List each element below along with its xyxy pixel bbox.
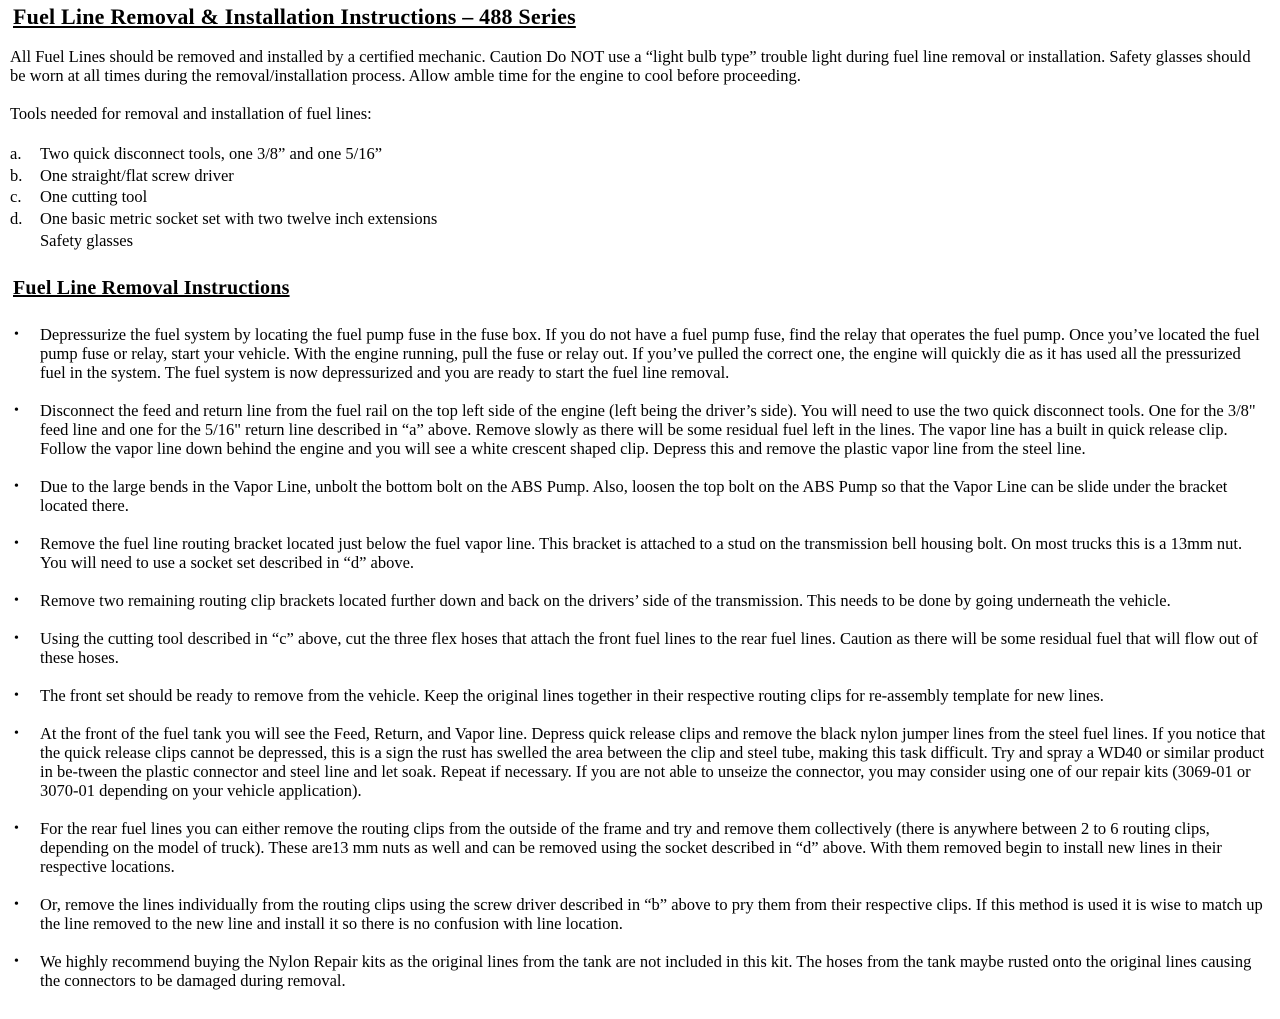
tool-item [10,230,1267,252]
bullet-text: Disconnect the feed and return line from the fuel rail on the top left side of the engine (left being the driver’s side). You will need to use the two quick disconnect tools. One for the 3/8" feed line and one for the 5/16" return line described in “a” above. Remove slowly as there will be some residual fuel left in the lines. The vapor line has a built in quick release clip. Follow the vapor line down behind the engine and you will see a white crescent shaped clip. Depress this and remove the plastic vapor line from the steel line. [40,400,1256,458]
bullet-icon: • [14,478,19,494]
bullet-icon: • [14,896,19,912]
tool-text: Safety glasses [40,230,134,250]
bullet-icon: • [14,402,19,418]
bullet-text: Depressurize the fuel system by locating the fuel pump fuse in the fuse box. If you do not have a fuel pump fuse, find the relay that operates the fuel pump. Once you’ve located the fuel pump fuse or relay, start your vehicle. With the engine running, pull the fuse or relay out. If you’ve pulled the correct one, the engine will quickly die as it has used all the pressurized fuel in the system. The fuel system is now depressurized and you are ready to start the fuel line removal. [40,324,1260,382]
bullet-icon: • [14,725,19,741]
bullet-item [10,819,1267,876]
tool-text: One cutting tool [40,187,148,207]
section-heading: Fuel Line Removal Instructions [13,276,290,299]
tool-item [10,143,1267,165]
bullet-item [10,401,1267,458]
bullet-icon: • [14,687,19,703]
tool-item [10,208,1267,230]
tool-marker: a. [10,144,22,163]
tool-item [10,165,1267,187]
page-title: Fuel Line Removal & Installation Instructions – 488 Series [13,4,576,29]
bullet-item [10,477,1267,515]
bullet-text: We highly recommend buying the Nylon Repair kits as the original lines from the tank are not included in this kit. The hoses from the tank maybe rusted onto the original lines causing the connectors to be damaged during removal. [40,951,1252,990]
bullet-icon: • [14,820,19,836]
tool-marker: d. [10,209,23,229]
bullet-item [10,895,1267,933]
bullet-item [10,724,1267,800]
tool-item [10,186,1267,208]
bullet-text: Remove two remaining routing clip brackets located further down and back on the drivers’ side of the transmission. This needs to be done by going underneath the vehicle. [40,590,1171,610]
tools-list [10,143,1267,252]
bullet-item [10,629,1267,667]
bullet-icon: • [14,592,19,608]
bullet-item [10,534,1267,572]
bullet-icon: • [14,326,19,342]
bullet-item [10,686,1267,705]
bullet-item [10,952,1267,990]
tool-marker: b. [10,165,23,185]
tool-text: One basic metric socket set with two twelve inch extensions [40,209,438,229]
bullet-text: At the front of the fuel tank you will see the Feed, Return, and Vapor line. Depress quick release clips and remove the black nylon jumper lines from the steel fuel lines. If you notice that the quick release clips cannot be depressed, this is a sign the rust has swelled the area between the clip and steel tube, making this task difficult. Try and spray a WD40 or similar product in be-tween the plastic connector and steel line and let soak. Repeat if necessary. If you are not able to unseize the connector, you may consider using one of our repair kits (3069-01 or 3070-01 depending on your vehicle application). [40,723,1266,800]
bullet-text: Using the cutting tool described in “c” above, cut the three flex hoses that attach the front fuel lines to the rear fuel lines. Caution as there will be some residual fuel that will flow out of these hoses. [40,628,1258,667]
bullet-icon: • [14,953,19,969]
bullet-item [10,591,1267,610]
tool-text: One straight/flat screw driver [40,165,234,185]
bullet-icon: • [14,630,19,646]
tool-text: Two quick disconnect tools, one 3/8” and one 5/16” [40,144,383,163]
tool-marker: c. [10,187,22,207]
bullet-list [10,325,1267,990]
bullet-item [10,325,1267,382]
tool-marker [10,230,40,252]
tools-intro: Tools needed for removal and installation of fuel lines: [10,104,372,123]
bullet-text: Or, remove the lines individually from the routing clips using the screw driver described in “b” above to pry them from their respective clips. If this method is used it is wise to match up the line removed to the new line and install it so there is no confusion with line location. [40,894,1263,933]
bullet-text: The front set should be ready to remove from the vehicle. Keep the original lines together in their respective routing clips for re-assembly template for new lines. [40,685,1104,705]
intro-paragraph: All Fuel Lines should be removed and installed by a certified mechanic. Caution Do NOT use a “light bulb type” trouble light during fuel line removal or installation. Safety glasses should be worn at all times during the removal/installation process. Allow amble time for the engine to cool before proceeding. [10,47,1251,85]
bullet-icon: • [14,535,19,551]
bullet-text: Due to the large bends in the Vapor Line, unbolt the bottom bolt on the ABS Pump. Also, loosen the top bolt on the ABS Pump so that the Vapor Line can be slide under the bracket located there. [40,476,1228,515]
bullet-text: For the rear fuel lines you can either remove the routing clips from the outside of the frame and try and remove them collectively (there is anywhere between 2 to 6 routing clips, depending on the model of truck). These are13 mm nuts as well and can be removed using the socket described in “d” above. With them removed begin to install new lines in their respective locations. [40,818,1222,876]
bullet-text: Remove the fuel line routing bracket located just below the fuel vapor line. This bracket is attached to a stud on the transmission bell housing bolt. On most trucks this is a 13mm nut. You will need to use a socket set described in “d” above. [40,533,1243,572]
